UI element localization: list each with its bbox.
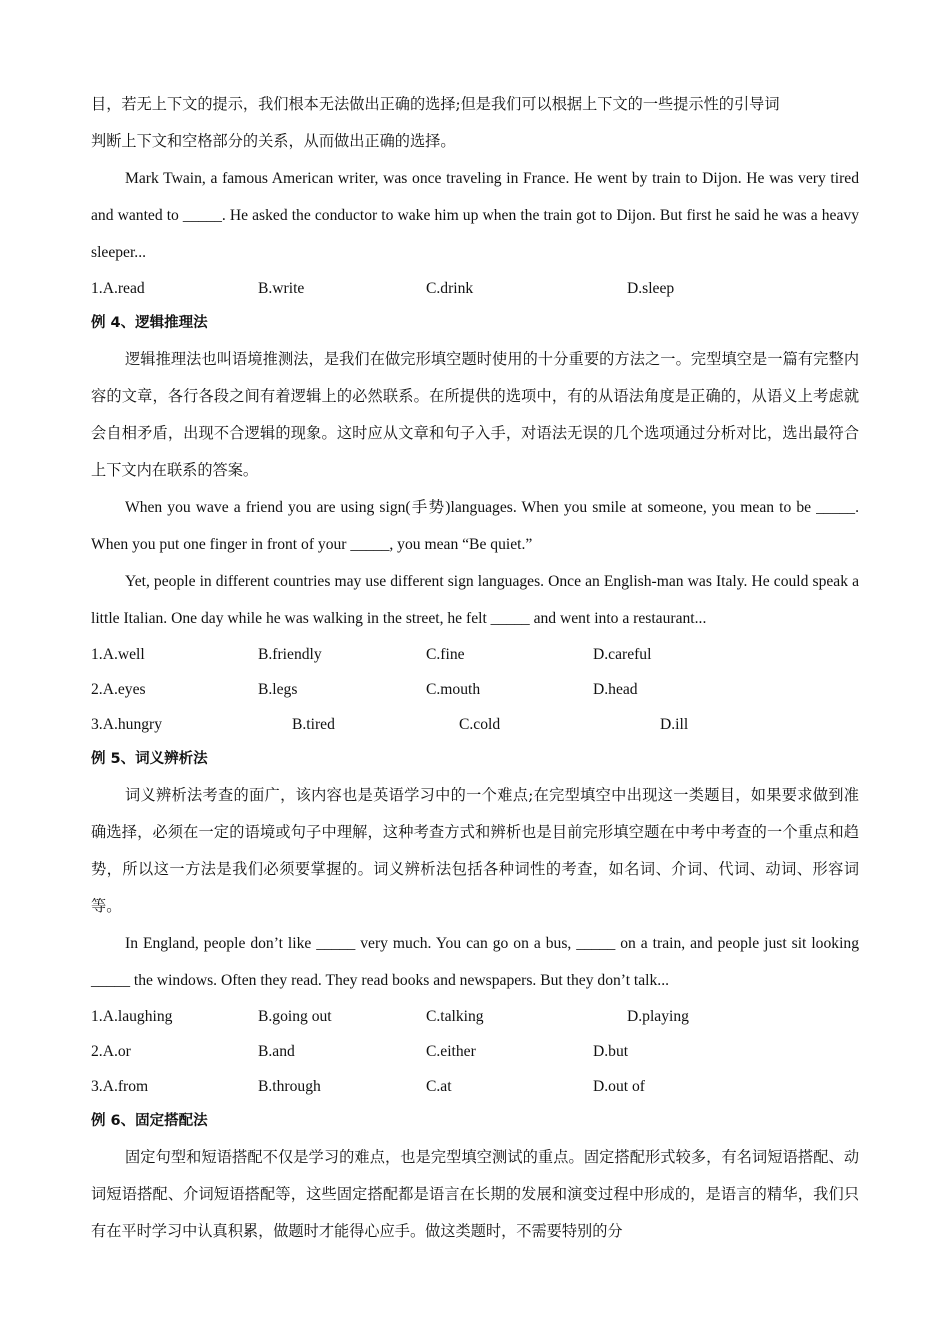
document-page bbox=[91, 86, 859, 1250]
option-b: B.friendly bbox=[258, 646, 322, 663]
option-c: C.at bbox=[426, 1078, 452, 1095]
option-a: 2.A.or bbox=[91, 1043, 131, 1060]
example5-explanation: 词义辨析法考查的面广，该内容也是英语学习中的一个难点;在完型填空中出现这一类题目，如果要求做到准确选择，必须在一定的语境或句子中理解，这种考查方式和辨析也是目前完形填空题在中考中考查的一个重点和趋势，所以这一方法是我们必须要掌握的。词义辨析法包括各种词性的考查，如名词、介词、代词、动词、形容词等。 bbox=[91, 786, 859, 915]
example5-heading: 例 5、词义辨析法 bbox=[91, 751, 208, 767]
example5-question-2 bbox=[91, 1034, 859, 1069]
example5-question-1 bbox=[91, 999, 859, 1034]
example4-explanation: 逻辑推理法也叫语境推测法，是我们在做完形填空题时使用的十分重要的方法之一。完型填空是一篇有完整内容的文章，各行各段之间有着逻辑上的必然联系。在所提供的选项中，有的从语法角度是正确的，从语义上考虑就会自相矛盾，出现不合逻辑的现象。这时应从文章和句子入手，对语法无误的几个选项通过分析对比，选出最符合上下文内在联系的答案。 bbox=[91, 350, 859, 479]
option-b: B.write bbox=[258, 280, 305, 297]
option-a: 1.A.read bbox=[91, 280, 145, 297]
option-a: 1.A.laughing bbox=[91, 1008, 173, 1025]
example6-heading: 例 6、固定搭配法 bbox=[91, 1113, 208, 1129]
example5-passage: In England, people don’t like _____ very much. You can go on a bus, _____ on a train, and people just sit looking _____ the windows. Often they read. They read books and newspapers. But they don’t talk... bbox=[91, 935, 859, 989]
option-d: D.but bbox=[593, 1043, 629, 1060]
option-d: D.playing bbox=[627, 1008, 689, 1025]
option-d: D.sleep bbox=[627, 280, 675, 297]
example4-question-3 bbox=[91, 707, 859, 742]
option-b: B.going out bbox=[258, 1008, 332, 1025]
option-c: C.talking bbox=[426, 1008, 484, 1025]
option-b: B.tired bbox=[292, 716, 335, 733]
option-b: B.through bbox=[258, 1078, 321, 1095]
option-a: 3.A.hungry bbox=[91, 716, 163, 733]
example3-passage: Mark Twain, a famous American writer, was once traveling in France. He went by train to Dijon. He was very tired and wanted to _____. He asked the conductor to wake him up when the train got to Dijon. But first he said he was a heavy sleeper... bbox=[91, 170, 859, 261]
option-c: C.either bbox=[426, 1043, 476, 1060]
option-d: D.careful bbox=[593, 646, 652, 663]
option-b: B.legs bbox=[258, 681, 298, 698]
example4-passage-1: When you wave a friend you are using sign(手势)languages. When you smile at someone, you mean to be _____. When you put one finger in front of your _____, you mean “Be quiet.” bbox=[91, 499, 859, 553]
example4-passage-2: Yet, people in different countries may use different sign languages. Once an English-man was Italy. He could speak a little Italian. One day while he was walking in the street, he felt _____ and went into a restaurant... bbox=[91, 573, 859, 627]
intro-line-1: 目，若无上下文的提示，我们根本无法做出正确的选择;但是我们可以根据上下文的一些提示性的引导词 bbox=[91, 95, 780, 113]
example4-question-1 bbox=[91, 637, 859, 672]
option-c: C.mouth bbox=[426, 681, 481, 698]
example4-heading: 例 4、逻辑推理法 bbox=[91, 315, 208, 331]
option-c: C.cold bbox=[459, 716, 501, 733]
example6-explanation: 固定句型和短语搭配不仅是学习的难点，也是完型填空测试的重点。固定搭配形式较多，有名词短语搭配、动词短语搭配、介词短语搭配等，这些固定搭配都是语言在长期的发展和演变过程中形成的，是语言的精华，我们只有在平时学习中认真积累，做题时才能得心应手。做这类题时，不需要特别的分 bbox=[91, 1148, 859, 1240]
option-d: D.ill bbox=[660, 716, 689, 733]
option-d: D.out of bbox=[593, 1078, 645, 1095]
option-b: B.and bbox=[258, 1043, 295, 1060]
example3-question-1 bbox=[91, 271, 859, 306]
option-a: 1.A.well bbox=[91, 646, 145, 663]
option-a: 3.A.from bbox=[91, 1078, 149, 1095]
option-c: C.drink bbox=[426, 280, 474, 297]
example5-question-3 bbox=[91, 1069, 859, 1104]
intro-line-2: 判断上下文和空格部分的关系，从而做出正确的选择。 bbox=[91, 132, 456, 150]
option-a: 2.A.eyes bbox=[91, 681, 146, 698]
option-d: D.head bbox=[593, 681, 638, 698]
option-c: C.fine bbox=[426, 646, 465, 663]
example4-question-2 bbox=[91, 672, 859, 707]
